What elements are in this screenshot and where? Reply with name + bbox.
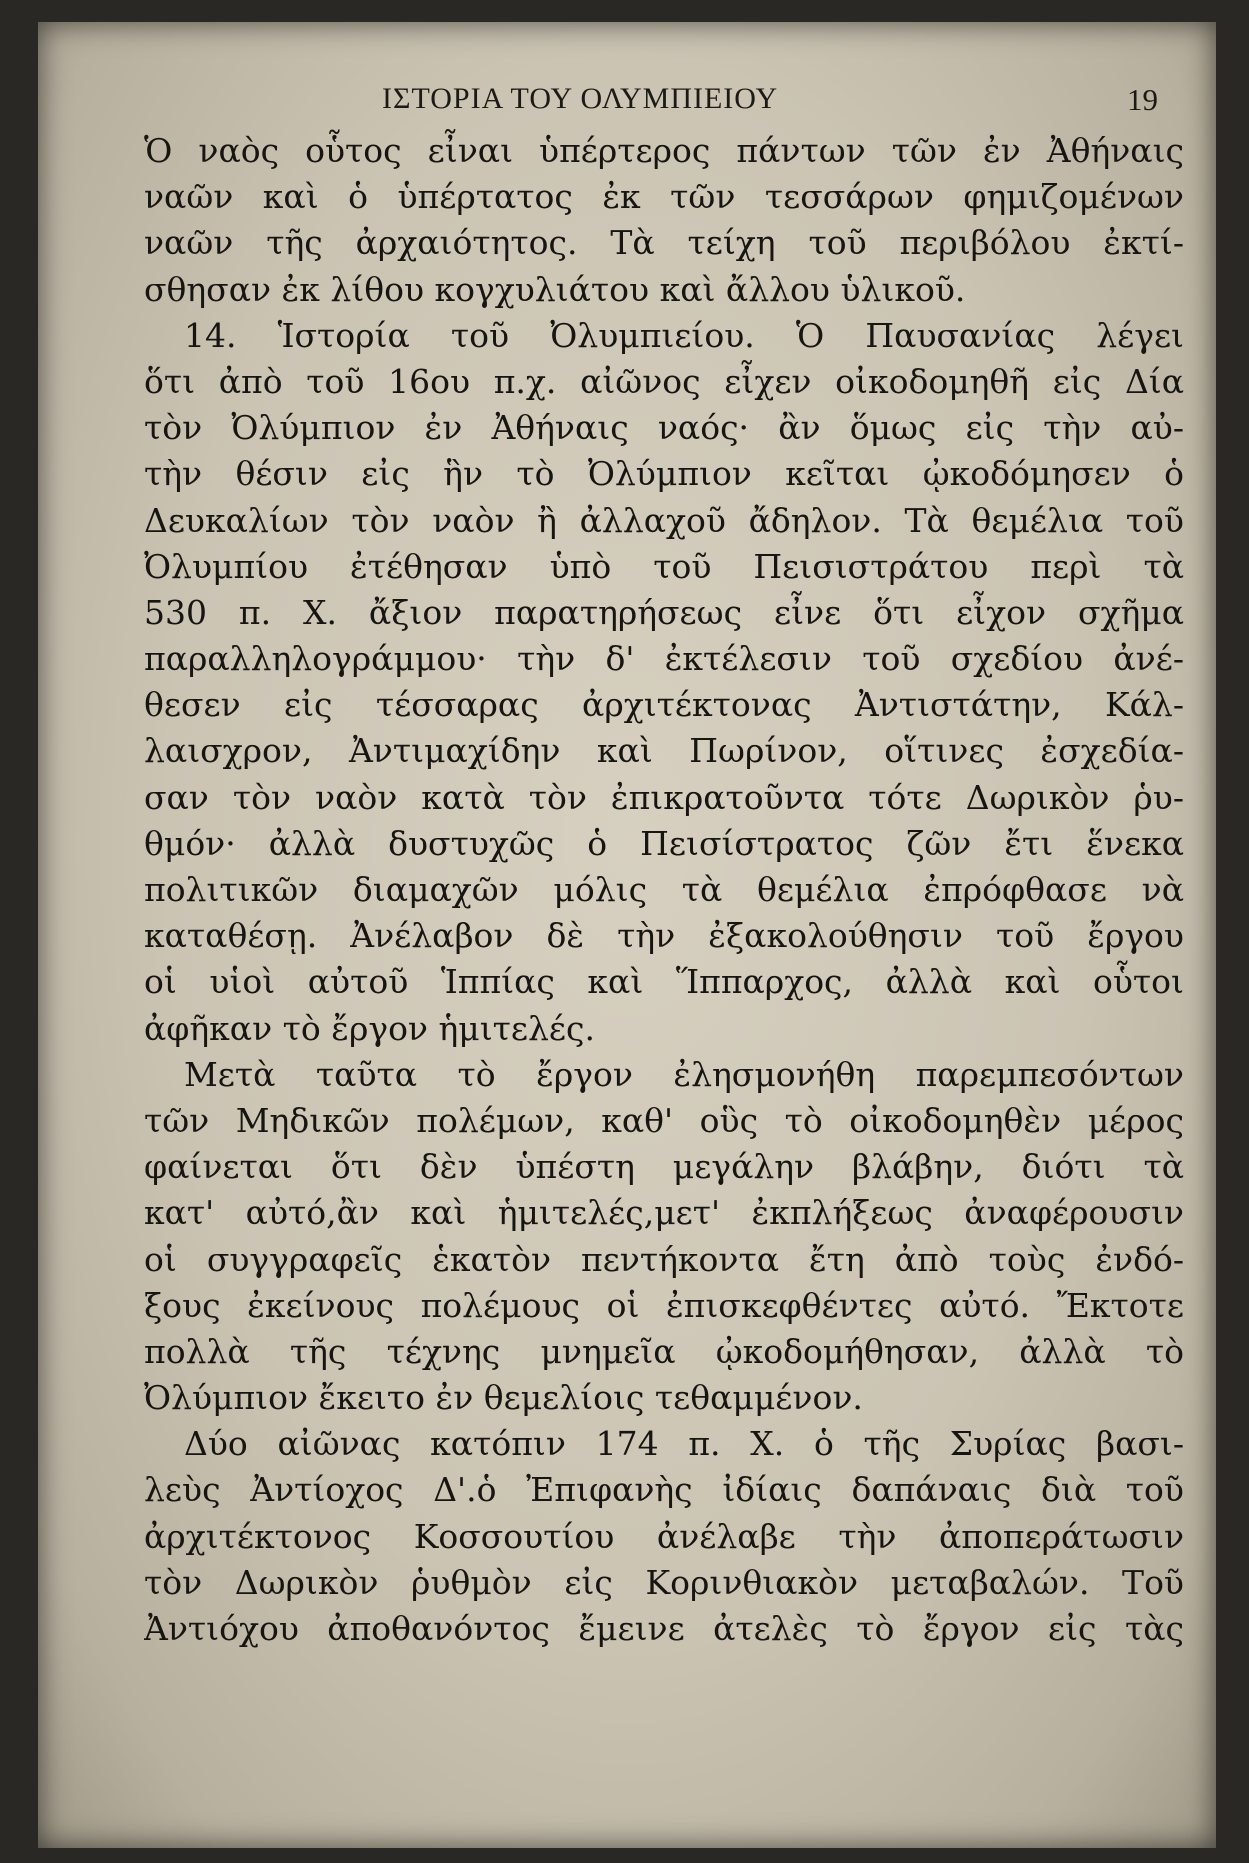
text-line: σαν τὸν ναὸν κατὰ τὸν ἐπικρατοῦντα τότε Δωρικὸν ῥυ- (144, 777, 1184, 817)
text-line: θμόν· ἀλλὰ δυστυχῶς ὁ Πεισίστρατος ζῶν ἔτι ἕνεκα (144, 823, 1184, 863)
text-line: λεὺς Ἀντίοχος Δ'.ὁ Ἐπιφανὴς ἰδίαις δαπάναις διὰ τοῦ (144, 1470, 1184, 1510)
page-header (144, 82, 1184, 132)
text-line: ναῶν τῆς ἀρχαιότητος. Τὰ τείχη τοῦ περιβόλου ἐκτί- (144, 223, 1184, 263)
text-line: παραλληλογράμμου· τὴν δ' ἐκτέλεσιν τοῦ σχεδίου ἀνέ- (144, 639, 1184, 679)
page-number: 19 (1127, 82, 1158, 117)
text-line: Ὀλυμπίου ἐτέθησαν ὑπὸ τοῦ Πεισιστράτου περὶ τὰ (144, 546, 1184, 586)
text-line: τὸν Δωρικὸν ῥυθμὸν εἰς Κορινθιακὸν μεταβαλών. Τοῦ (144, 1562, 1184, 1602)
text-line: κατ' αὐτό,ἂν καὶ ἡμιτελές,μετ' ἐκπλήξεως ἀναφέρουσιν (144, 1193, 1184, 1233)
text-line: λαισχρον, Ἀντιμαχίδην καὶ Πωρίνον, οἵτινες ἐσχεδία- (144, 731, 1184, 771)
text-line: θεσεν εἰς τέσσαρας ἀρχιτέκτονας Ἀντιστάτην, Κάλ- (144, 685, 1184, 725)
text-line: σθησαν ἐκ λίθου κογχυλιάτου καὶ ἄλλου ὑλικοῦ. (144, 269, 966, 309)
text-line: ὅτι ἀπὸ τοῦ 16ου π.χ. αἰῶνος εἶχεν οἰκοδομηθῆ εἰς Δία (144, 361, 1184, 401)
text-line: τὸν Ὀλύμπιον ἐν Ἀθήναις ναός· ἂν ὅμως εἰς τὴν αὐ- (144, 408, 1184, 448)
text-line: ἀφῆκαν τὸ ἔργον ἡμιτελές. (144, 1008, 595, 1048)
section-heading-line: 14. Ἱστορία τοῦ Ὀλυμπιείου. Ὁ Παυσανίας λέγει (184, 315, 1184, 355)
text-line: Ὀλύμπιον ἔκειτο ἐν θεμελίοις τεθαμμένον. (144, 1378, 863, 1418)
text-line: ξους ἐκείνους πολέμους οἱ ἐπισκεφθέντες αὐτό. Ἔκτοτε (144, 1285, 1184, 1325)
book-page (38, 22, 1216, 1848)
text-line: πολιτικῶν διαμαχῶν μόλις τὰ θεμέλια ἐπρόφθασε νὰ (144, 870, 1184, 909)
text-line: καταθέσῃ. Ἀνέλαβον δὲ τὴν ἐξακολούθησιν τοῦ ἔργου (144, 916, 1184, 956)
text-line: Ὁ ναὸς οὗτος εἶναι ὑπέρτερος πάντων τῶν ἐν Ἀθήναις (144, 131, 1184, 170)
text-line: τῶν Μηδικῶν πολέμων, καθ' οὓς τὸ οἰκοδομηθὲν μέρος (144, 1100, 1184, 1140)
body-text (144, 128, 1184, 1652)
text-line: οἱ συγγραφεῖς ἑκατὸν πεντήκοντα ἔτη ἀπὸ τοὺς ἐνδό- (144, 1239, 1184, 1279)
text-line: τὴν θέσιν εἰς ἣν τὸ Ὀλύμπιον κεῖται ᾠκοδόμησεν ὁ (144, 454, 1184, 494)
text-line: 530 π. Χ. ἄξιον παρατηρήσεως εἶνε ὅτι εἶχον σχῆμα (144, 592, 1184, 632)
text-line: ἀρχιτέκτονος Κοσσουτίου ἀνέλαβε τὴν ἀποπεράτωσιν (144, 1516, 1184, 1556)
paragraph-start-line: Μετὰ ταῦτα τὸ ἔργον ἐλησμονήθη παρεμπεσόντων (184, 1054, 1184, 1094)
paragraph-start-line: Δύο αἰῶνας κατόπιν 174 π. Χ. ὁ τῆς Συρίας βασι- (184, 1424, 1184, 1464)
text-line: Ἀντιόχου ἀποθανόντος ἔμεινε ἀτελὲς τὸ ἔργον εἰς τὰς (144, 1609, 1184, 1648)
text-line: φαίνεται ὅτι δὲν ὑπέστη μεγάλην βλάβην, διότι τὰ (144, 1147, 1184, 1187)
text-line: πολλὰ τῆς τέχνης μνημεῖα ᾠκοδομήθησαν, ἀλλὰ τὸ (144, 1331, 1184, 1371)
text-line: οἱ υἱοὶ αὐτοῦ Ἱππίας καὶ Ἵππαρχος, ἀλλὰ καὶ οὗτοι (144, 962, 1184, 1002)
running-head: ΙΣΤΟΡΙΑ ΤΟΥ ΟΛΥΜΠΙΕΙΟΥ (382, 82, 779, 115)
text-line: ναῶν καὶ ὁ ὑπέρτατος ἐκ τῶν τεσσάρων φημιζομένων (144, 177, 1184, 217)
text-line: Δευκαλίων τὸν ναὸν ἢ ἀλλαχοῦ ἄδηλον. Τὰ θεμέλια τοῦ (144, 500, 1184, 540)
